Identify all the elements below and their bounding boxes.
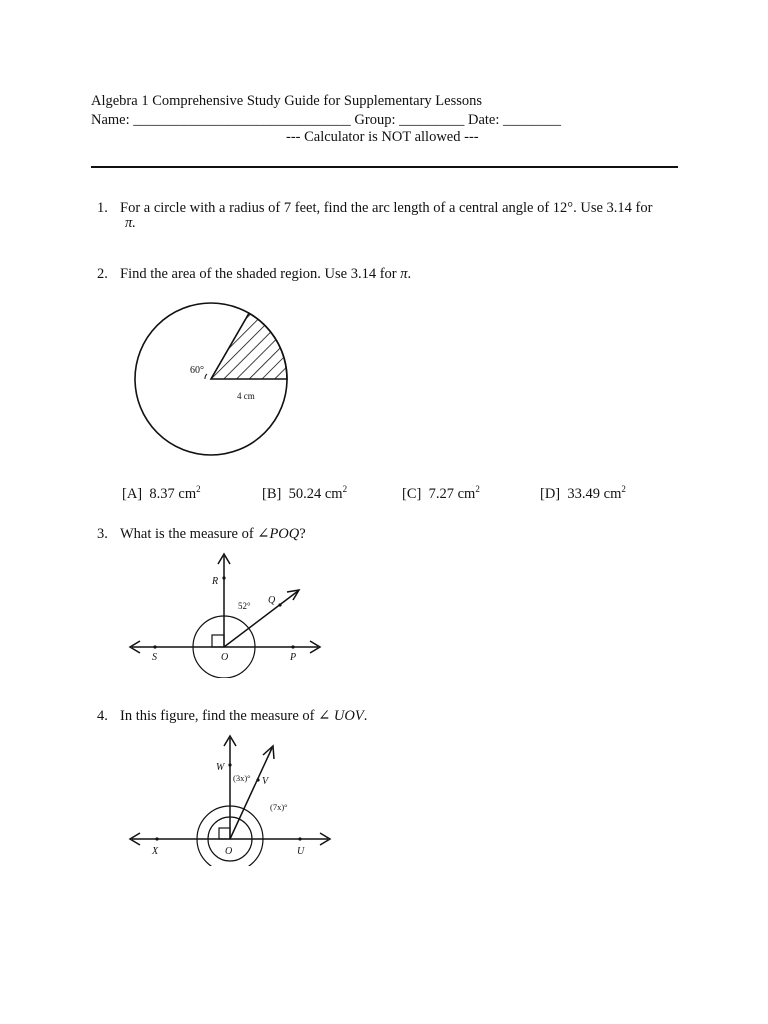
choice-b <box>262 484 347 503</box>
label-v: V <box>262 776 269 787</box>
choice-exponent: 2 <box>475 484 480 494</box>
angle-arc <box>205 374 207 379</box>
question-number: 1. <box>97 200 108 216</box>
label-o: O <box>221 652 229 663</box>
question-text-end: . <box>407 266 412 282</box>
label-r: R <box>212 576 219 587</box>
choice-value: 7.27 cm <box>428 485 476 502</box>
choice-d <box>540 484 626 503</box>
point-v <box>256 778 259 781</box>
name-group-date-line: Name: ______________________________ Group: _________ Date: ________ <box>91 112 562 128</box>
point-s <box>153 645 156 648</box>
question-text <box>120 526 306 543</box>
label-w: W <box>216 762 225 773</box>
question-text-end: . <box>363 708 368 724</box>
header-divider <box>91 166 678 168</box>
choice-exponent: 2 <box>342 484 348 494</box>
question-text-main: What is the measure of <box>120 526 258 542</box>
choice-exponent: 2 <box>621 484 626 494</box>
choice-value: 8.37 cm <box>149 485 197 502</box>
label-7x: (7x)° <box>270 802 288 812</box>
angle-label: 60° <box>190 365 204 376</box>
label-3x: (3x)° <box>233 773 251 783</box>
label-p: P <box>290 652 297 663</box>
point-q <box>278 603 281 606</box>
choice-value: 50.24 cm <box>288 485 343 502</box>
choice-value: 33.49 cm <box>567 485 622 502</box>
radius-label: 4 cm <box>237 391 255 401</box>
question-text <box>120 266 411 283</box>
choice-letter: [D] <box>540 485 561 502</box>
label-s: S <box>152 652 157 663</box>
point-u <box>298 837 301 840</box>
question-text-line1: For a circle with a radius of 7 feet, find the arc length of a central angle of 12°. Use 3.14 for <box>120 200 653 216</box>
question-text-line2: π. <box>125 215 136 231</box>
choice-a <box>122 484 201 503</box>
question-text-main: Find the area of the shaded region. Use 3.14 for <box>120 266 401 282</box>
question-text-main: In this figure, find the measure of <box>120 708 319 724</box>
label-x: X <box>152 846 159 857</box>
question-text <box>120 708 367 725</box>
label-o: O <box>225 846 233 857</box>
angle-label: 52° <box>238 601 251 611</box>
ray-oq <box>224 591 298 647</box>
point-x <box>155 837 158 840</box>
calculator-note: --- Calculator is NOT allowed --- <box>286 129 479 145</box>
worksheet-title: Algebra 1 Comprehensive Study Guide for Supplementary Lessons <box>91 93 483 109</box>
label-q: Q <box>268 595 276 606</box>
question-number: 3. <box>97 526 108 542</box>
question-text-end: ? <box>299 526 306 542</box>
point-p <box>291 645 294 648</box>
pi-symbol: π <box>400 266 408 282</box>
question-number: 4. <box>97 708 108 724</box>
choice-exponent: 2 <box>196 484 201 494</box>
point-w <box>228 763 231 766</box>
choice-letter: [A] <box>122 485 143 502</box>
right-angle-mark <box>219 828 230 839</box>
ray-ov <box>230 748 272 839</box>
angle-symbol: ∠ UOV <box>318 708 364 724</box>
choice-letter: [C] <box>402 485 422 502</box>
question-number: 2. <box>97 266 108 282</box>
right-angle-mark <box>212 635 224 647</box>
label-u: U <box>297 846 305 857</box>
choice-c <box>402 484 480 503</box>
angle-symbol: ∠POQ <box>257 526 300 542</box>
point-r <box>222 576 225 579</box>
angle-uov-figure <box>120 728 340 868</box>
shaded-sector-figure <box>128 296 298 466</box>
angle-poq-figure <box>120 548 330 678</box>
shaded-sector <box>211 313 287 379</box>
choice-letter: [B] <box>262 485 282 502</box>
